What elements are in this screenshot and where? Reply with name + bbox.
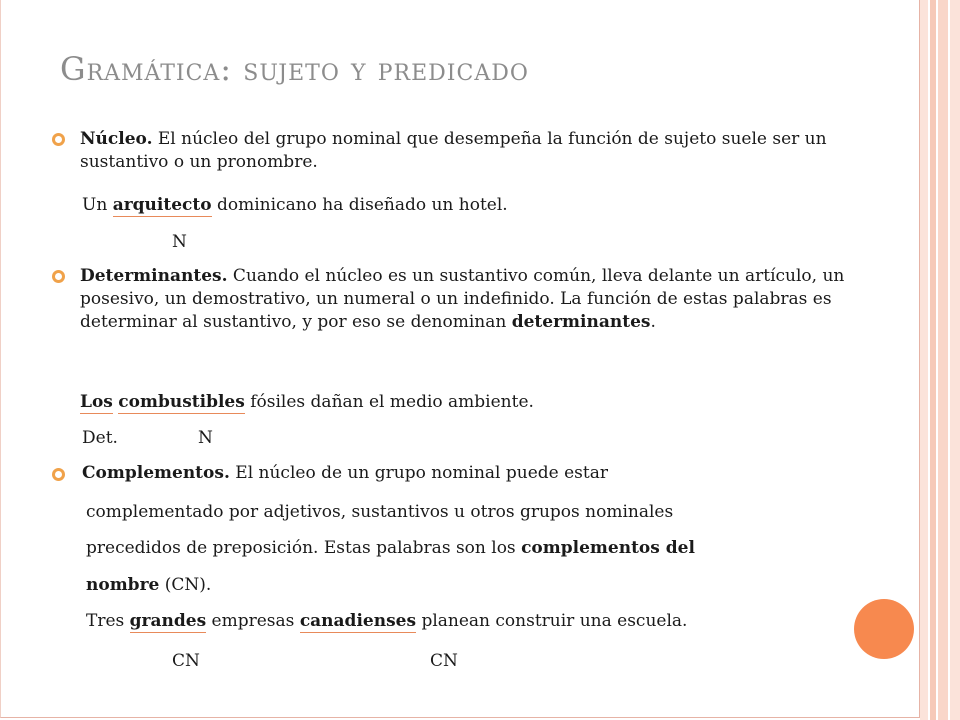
period: . <box>650 312 656 332</box>
complementos-term: Complementos. <box>82 463 230 483</box>
nucleo-paragraph <box>80 128 860 174</box>
determinantes-text: Cuando el núcleo es un sustantivo común, lleva delante un artículo, un posesivo, un demostrativo, un numeral o un indefinido. La función de estas palabras es determinar al sustantivo, y por eso se denominan <box>80 266 845 332</box>
cn-tag: CN <box>172 651 200 671</box>
cn-example-word: grandes <box>129 611 207 631</box>
example-text: Un <box>82 195 113 215</box>
complementos-term3: nombre <box>86 575 160 595</box>
nucleo-example <box>82 195 508 215</box>
example-text: empresas <box>206 611 300 631</box>
complementos-line-1 <box>82 463 608 483</box>
nucleo-example-word: arquitecto <box>112 195 212 215</box>
complementos-term2: complementos del <box>521 538 695 558</box>
nucleo-text: El núcleo del grupo nominal que desempeña la función de sujeto suele ser un sustantivo o un pronombre. <box>80 129 827 172</box>
n-tag: N <box>198 428 213 448</box>
cn-tag: CN <box>430 651 458 671</box>
det-tag: Det. <box>82 428 118 448</box>
example-text: planean construir una escuela. <box>416 611 688 631</box>
bullet-icon <box>52 133 65 146</box>
bullet-icon <box>52 468 65 481</box>
determinantes-term: Determinantes. <box>80 266 228 286</box>
complementos-line-3 <box>86 538 695 558</box>
slide-title: Gramática: sujeto y predicado <box>60 50 529 88</box>
complementos-example <box>86 611 687 631</box>
complementos-text: precedidos de preposición. Estas palabras son los <box>86 538 522 558</box>
decor-stripe <box>950 0 960 720</box>
decor-stripe <box>920 0 928 720</box>
nucleo-term: Núcleo. <box>80 129 153 149</box>
example-text: dominicano ha diseñado un hotel. <box>211 195 508 215</box>
determinantes-paragraph <box>80 265 860 334</box>
decor-circle <box>854 599 914 659</box>
det-example-word: Los <box>80 392 113 412</box>
cn-example-word: canadienses <box>299 611 417 631</box>
complementos-line-2: complementado por adjetivos, sustantivos u otros grupos nominales <box>86 502 674 522</box>
n-example-word: combustibles <box>118 392 245 412</box>
decor-stripe <box>938 0 948 720</box>
determinantes-term2: determinantes <box>511 312 651 332</box>
bullet-icon <box>52 270 65 283</box>
complementos-line-4 <box>86 575 211 595</box>
determinantes-example <box>80 392 534 412</box>
complementos-text: (CN). <box>159 575 212 595</box>
nucleo-tag: N <box>172 232 187 252</box>
decor-stripe <box>930 0 936 720</box>
complementos-text: El núcleo de un grupo nominal puede estar <box>229 463 608 483</box>
example-text: fósiles dañan el medio ambiente. <box>244 392 534 412</box>
example-text: Tres <box>86 611 130 631</box>
